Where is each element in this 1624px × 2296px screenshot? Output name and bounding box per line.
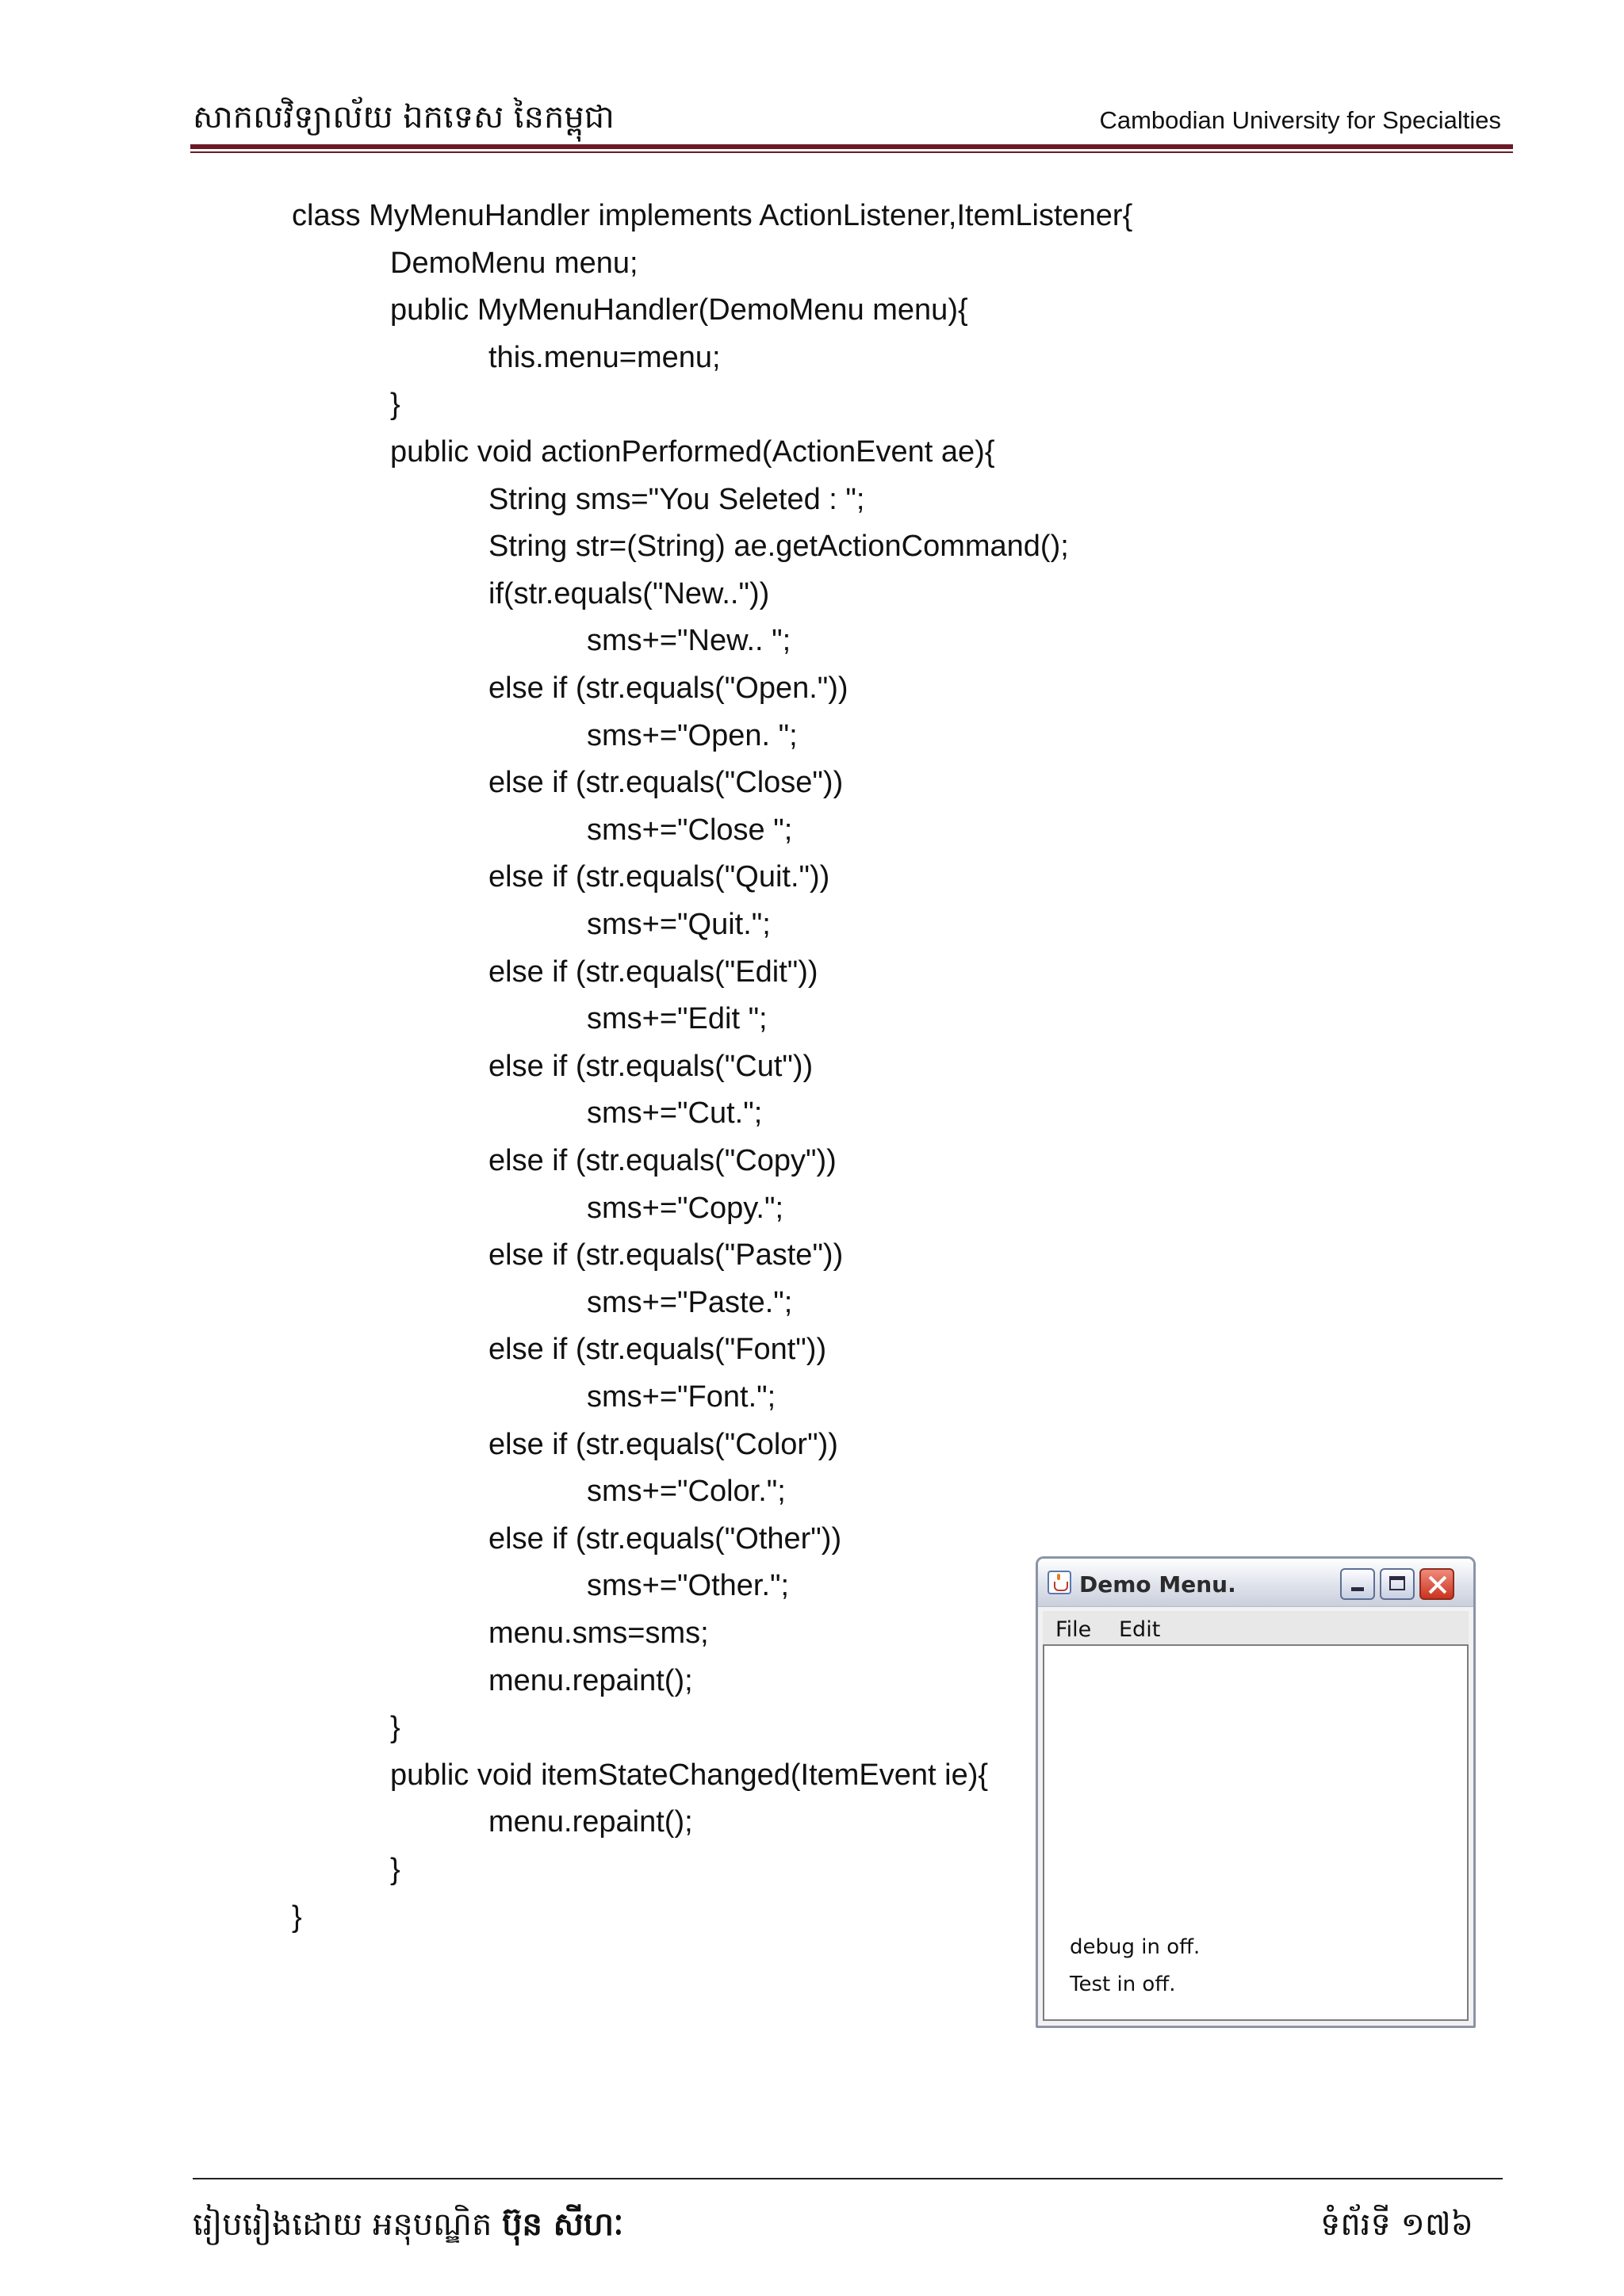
code-line: else if (str.equals("Paste")) [488, 1238, 844, 1272]
code-line: sms+="Quit."; [587, 908, 771, 941]
menu-edit[interactable]: Edit [1119, 1617, 1161, 1642]
code-line: sms+="Paste."; [587, 1285, 793, 1319]
code-line: } [390, 1853, 400, 1886]
code-line: else if (str.equals("Edit")) [488, 955, 818, 989]
code-line: else if (str.equals("Quit.")) [488, 860, 830, 894]
code-line: sms+="Font."; [587, 1380, 776, 1414]
code-line: sms+="Open. "; [587, 718, 798, 752]
code-line: else if (str.equals("Font")) [488, 1333, 827, 1367]
code-line: sms+="Close "; [587, 813, 793, 847]
minimize-button[interactable] [1340, 1568, 1375, 1600]
maximize-button[interactable] [1380, 1568, 1415, 1600]
debug-status-text: debug in off. [1070, 1935, 1201, 1959]
code-line: menu.repaint(); [488, 1805, 693, 1839]
code-line: sms+="New.. "; [587, 624, 791, 658]
code-line: sms+="Other."; [587, 1569, 790, 1603]
code-line: if(str.equals("New..")) [488, 576, 770, 610]
code-line: else if (str.equals("Other")) [488, 1521, 842, 1556]
code-line: else if (str.equals("Color")) [488, 1427, 838, 1461]
code-line: String sms="You Seleted : "; [488, 482, 865, 516]
header-rule-thin [190, 151, 1513, 153]
footer-author-name: ប៊ុន សីហៈ [502, 2206, 624, 2243]
code-line: public MyMenuHandler(DemoMenu menu){ [390, 293, 968, 327]
footer-page-number: ទំព័រទី ១៧៦ [1320, 2206, 1473, 2243]
footer-author [193, 2204, 623, 2251]
header-left-title: សាកលវិទ្យាល័យ ឯកទេស នៃកម្ពុជា [193, 99, 615, 136]
code-line: sms+="Color."; [587, 1475, 786, 1509]
code-line: class MyMenuHandler implements ActionListener,ItemListener{ [292, 199, 1133, 232]
code-line: sms+="Cut."; [587, 1096, 763, 1131]
code-line: else if (str.equals("Cut")) [488, 1049, 814, 1083]
code-line: } [390, 388, 400, 422]
code-line: public void actionPerformed(ActionEvent ae){ [390, 435, 995, 469]
code-line: menu.sms=sms; [488, 1617, 709, 1650]
test-status-text: Test in off. [1070, 1973, 1176, 1996]
header-rule-thick [190, 144, 1513, 149]
code-line: DemoMenu menu; [390, 246, 638, 280]
footer-rule [193, 2178, 1503, 2179]
code-line: else if (str.equals("Open.")) [488, 672, 848, 705]
demo-menu-window [1036, 1556, 1476, 2028]
code-line: String str=(String) ae.getActionCommand(); [488, 530, 1069, 564]
close-button[interactable] [1419, 1568, 1454, 1600]
code-line: menu.repaint(); [488, 1663, 693, 1697]
code-line: } [292, 1900, 302, 1934]
menu-bar [1043, 1611, 1469, 1644]
window-client-area [1043, 1644, 1469, 2021]
window-titlebar[interactable] [1038, 1559, 1473, 1607]
header-right-title: Cambodian University for Specialties [1099, 106, 1501, 134]
code-line: sms+="Edit "; [587, 1002, 768, 1036]
code-line: else if (str.equals("Close")) [488, 766, 844, 800]
window-title: Demo Menu. [1079, 1571, 1236, 1598]
footer-author-prefix: រៀបរៀងដោយ អនុបណ្ឌិត [193, 2206, 492, 2243]
menu-file[interactable]: File [1055, 1617, 1092, 1642]
code-line: public void itemStateChanged(ItemEvent ie){ [390, 1758, 989, 1792]
code-line: else if (str.equals("Copy")) [488, 1144, 837, 1177]
code-line: } [390, 1711, 400, 1745]
code-line: this.menu=menu; [488, 340, 721, 374]
java-cup-icon [1048, 1571, 1071, 1594]
code-line: sms+="Copy."; [587, 1191, 784, 1225]
